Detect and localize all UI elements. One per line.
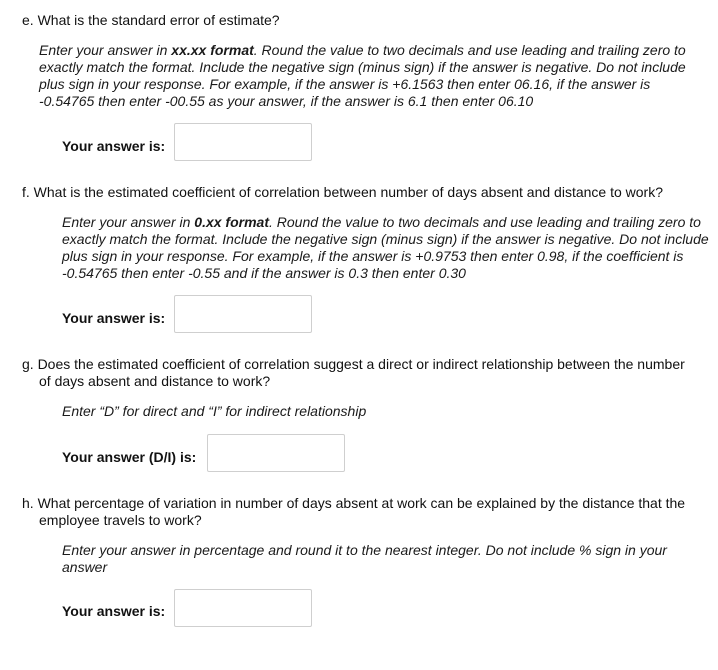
answer-input-h[interactable] — [174, 589, 312, 627]
instruction-lead: Enter your answer in — [62, 214, 195, 230]
instruction-rest: . Round the value to two decimals and use leading and trailing zero to exactly match the format. Include the negative sign (minus sign) if the answer is negative. Do not include plus sign in your response. For example, if the answer is +0.9753 then enter 0.98, if the coefficient is -0.54765 then enter -0.55 and if the answer is 0.3 then enter 0.30 — [62, 214, 709, 281]
question-h-instructions: Enter your answer in percentage and round it to the nearest integer. Do not include % sign in your answer — [62, 542, 667, 575]
answer-input-e[interactable] — [174, 123, 312, 161]
answer-input-g[interactable] — [207, 434, 345, 472]
question-f-prompt: f. What is the estimated coefficient of correlation between number of days absent and distance to work? — [22, 184, 663, 200]
question-h-prompt: h. What percentage of variation in number of days absent at work can be explained by the distance that the employee travels to work? — [22, 495, 686, 528]
instruction-lead: Enter your answer in — [39, 42, 172, 58]
answer-label-g: Your answer (D/I) is: — [62, 449, 197, 465]
format-spec: xx.xx format — [171, 42, 254, 58]
question-e-instructions — [39, 42, 709, 110]
format-spec: 0.xx format — [194, 214, 269, 230]
instruction-rest: . Round the value to two decimals and use leading and trailing zero to exactly match the format. Include the negative sign (minus sign) if the answer is negative. Do not include plus sign in your response. For example, if the answer is +6.1563 then enter 06.16, if the answer is -0.54765 then enter -00.55 as your answer, if the answer is 6.1 then enter 06.10 — [39, 42, 686, 109]
question-e-prompt: e. What is the standard error of estimate? — [22, 12, 280, 28]
answer-label-h: Your answer is: — [62, 603, 166, 619]
question-f-instructions — [62, 214, 710, 282]
answer-input-f[interactable] — [174, 295, 312, 333]
question-g-instructions: Enter “D” for direct and “I” for indirect relationship — [62, 403, 367, 419]
question-g-prompt: g. Does the estimated coefficient of correlation suggest a direct or indirect relationship between the number of days absent and distance to work? — [22, 356, 685, 389]
answer-label-f: Your answer is: — [62, 310, 166, 326]
answer-label-e: Your answer is: — [62, 138, 166, 154]
